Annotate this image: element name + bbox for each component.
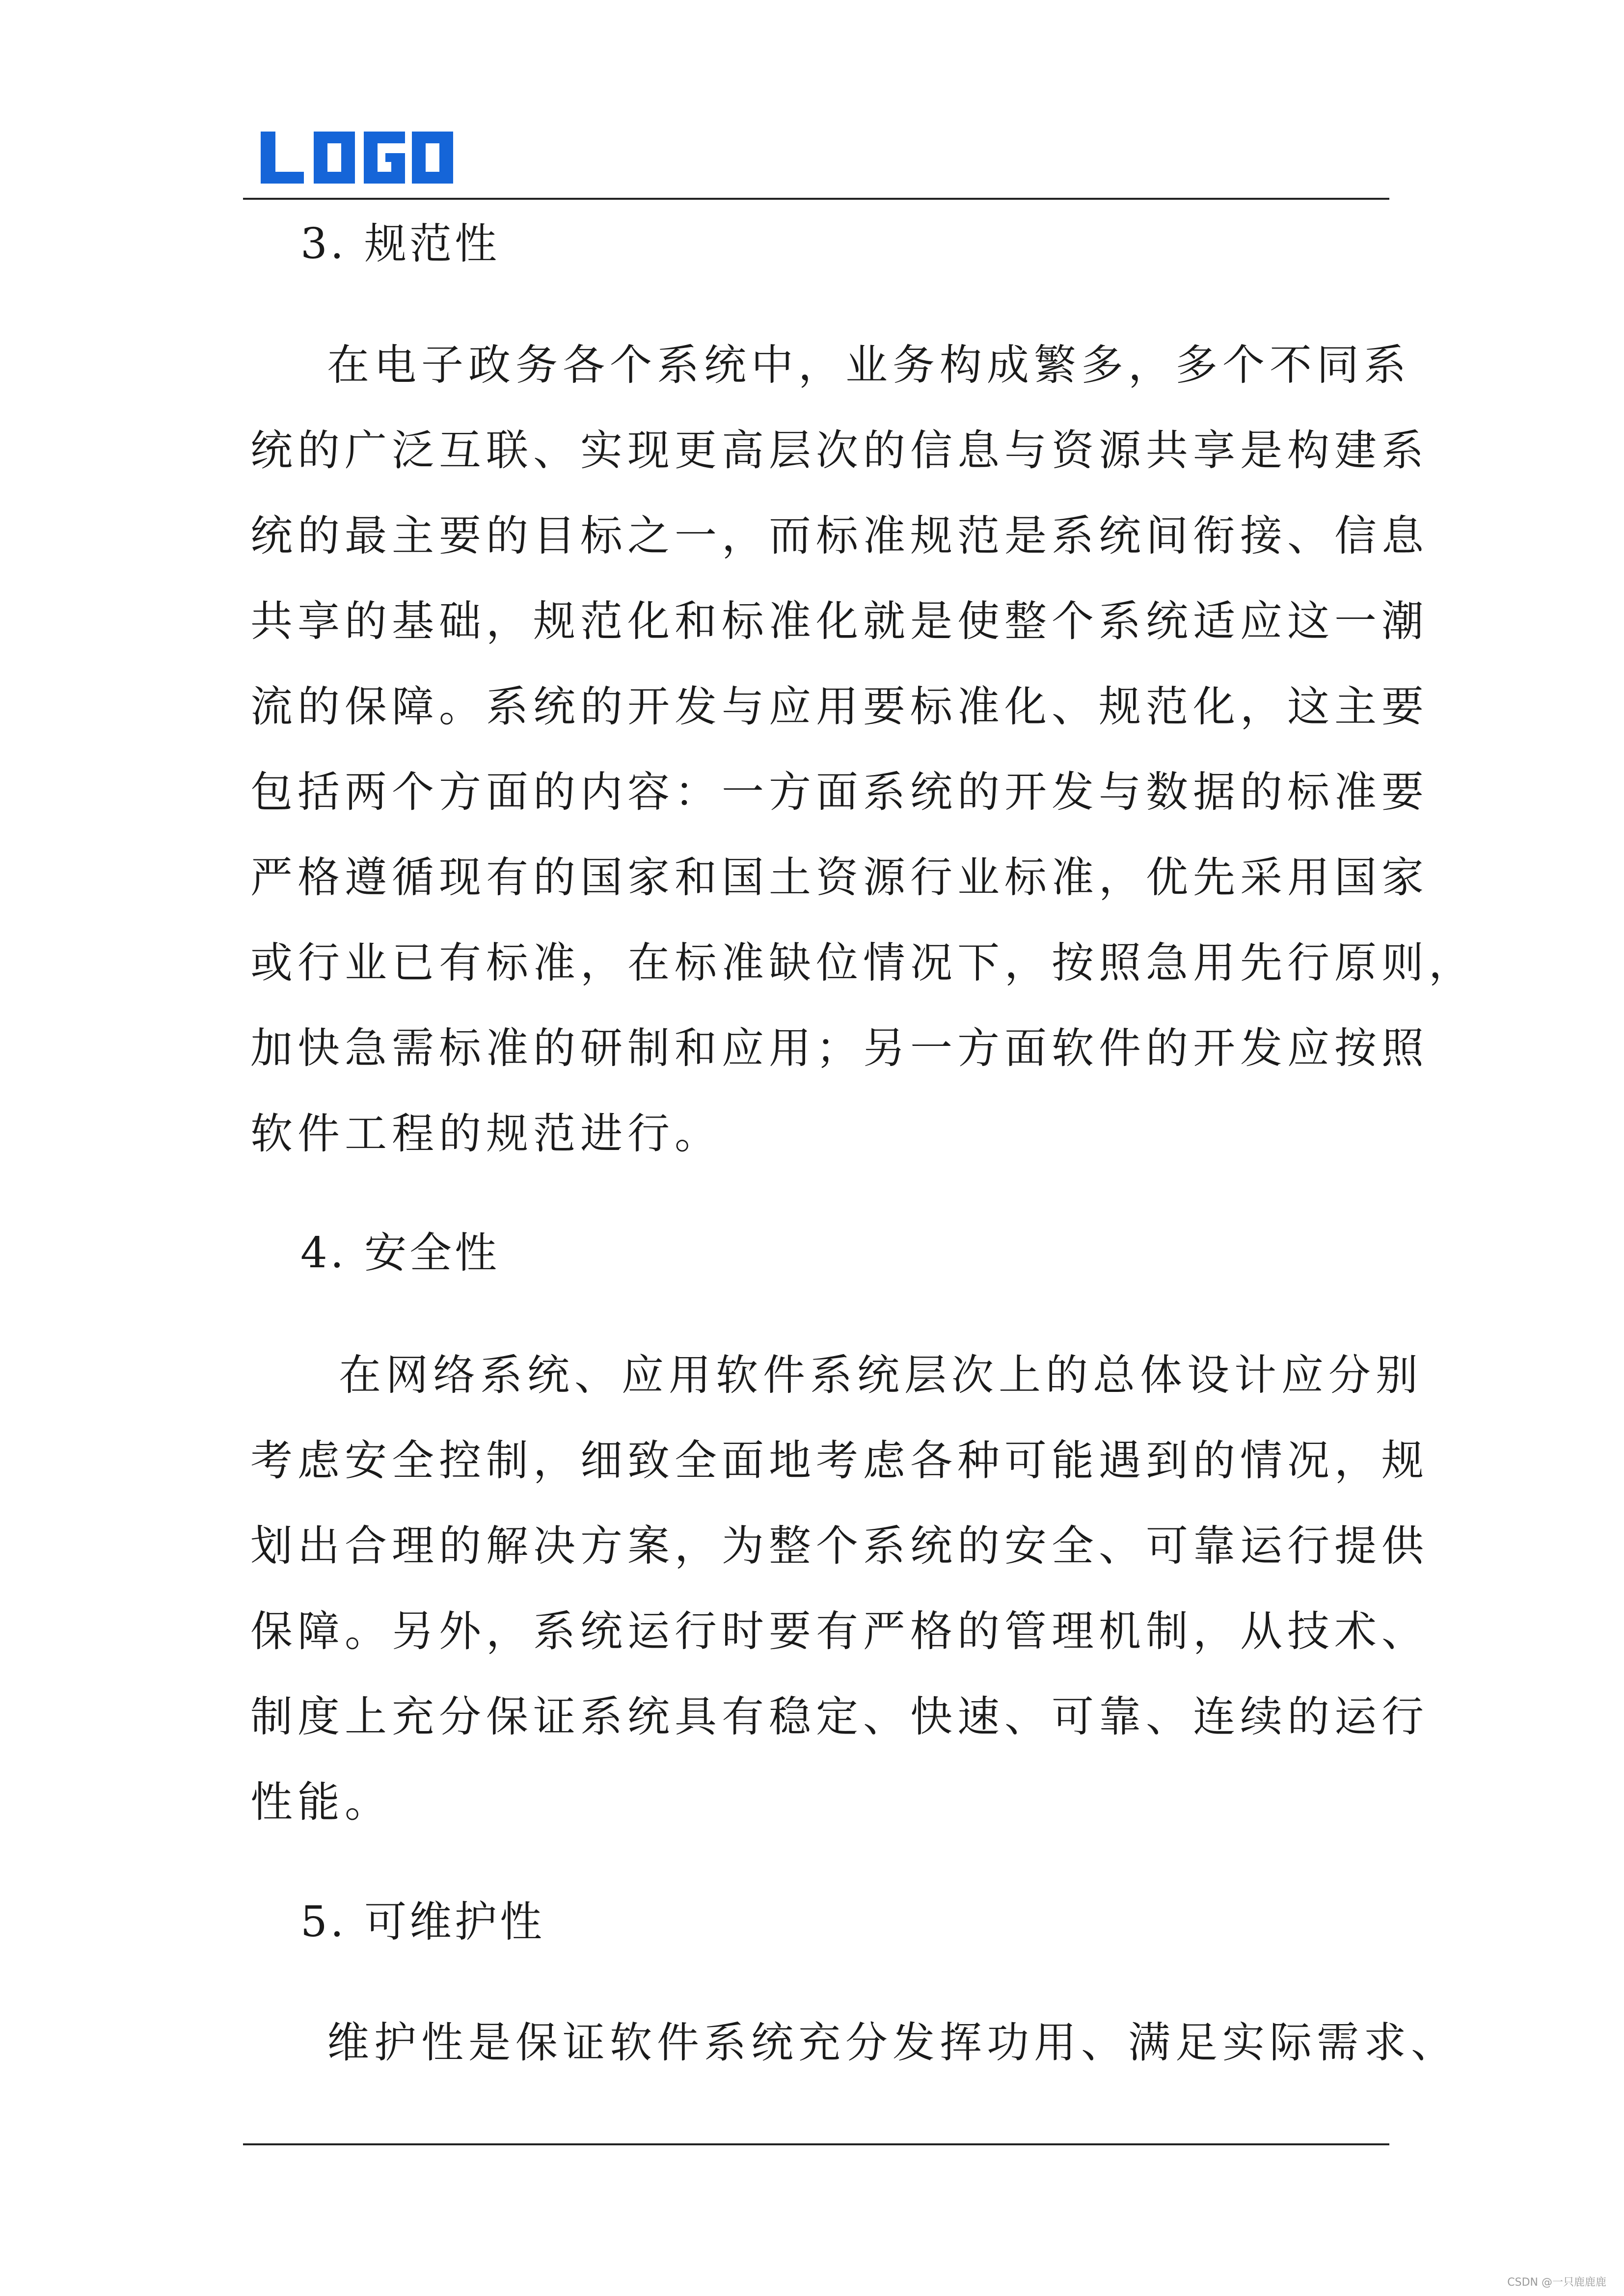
paragraph-line: 性能。 (250, 1778, 392, 1827)
section-number: 4. (300, 1228, 347, 1278)
paragraph-line: 统的广泛互联、实现更高层次的信息与资源共享是构建系 (250, 426, 1429, 475)
section-title: 安全性 (364, 1228, 500, 1278)
paragraph-line: 软件工程的规范进行。 (250, 1109, 722, 1158)
header-rule (243, 198, 1389, 200)
watermark: CSDN @一只鹿鹿鹿 (1507, 2276, 1606, 2289)
section-title: 可维护性 (364, 1897, 545, 1947)
paragraph-line: 划出合理的解决方案，为整个系统的安全、可靠运行提供 (250, 1522, 1429, 1571)
paragraph-line: 统的最主要的目标之一，而标准规范是系统间衔接、信息 (250, 511, 1429, 561)
logo (259, 129, 455, 187)
paragraph-line: 共享的基础，规范化和标准化就是使整个系统适应这一潮 (250, 597, 1429, 646)
logo-wordmark (259, 129, 455, 187)
paragraph-line: 加快急需标准的研制和应用；另一方面软件的开发应按照 (250, 1024, 1429, 1073)
section-title: 规范性 (364, 219, 500, 268)
paragraph-line: 流的保障。系统的开发与应用要标准化、规范化，这主要 (250, 682, 1429, 731)
paragraph-line: 考虑安全控制，细致全面地考虑各种可能遇到的情况，规 (250, 1436, 1429, 1485)
paragraph-line: 保障。另外，系统运行时要有严格的管理机制，从技术、 (250, 1607, 1429, 1656)
paragraph-line: 严格遵循现有的国家和国土资源行业标准，优先采用国家 (250, 853, 1429, 902)
paragraph-line: 维护性是保证软件系统充分发挥功用、满足实际需求、 (327, 2018, 1458, 2067)
paragraph-line: 在网络系统、应用软件系统层次上的总体设计应分别 (339, 1351, 1423, 1400)
paragraph-line: 在电子政务各个系统中，业务构成繁多，多个不同系 (327, 341, 1411, 390)
section-heading (300, 219, 500, 268)
paragraph-line: 包括两个方面的内容：一方面系统的开发与数据的标准要 (250, 768, 1429, 817)
footer-rule (243, 2143, 1389, 2145)
section-number: 3. (300, 219, 347, 268)
paragraph-line: 或行业已有标准，在标准缺位情况下，按照急用先行原则， (250, 938, 1476, 988)
paragraph-line: 制度上充分保证系统具有稳定、快速、可靠、连续的运行 (250, 1692, 1429, 1741)
section-heading (300, 1228, 500, 1278)
section-number: 5. (300, 1897, 347, 1947)
section-heading (300, 1897, 545, 1947)
